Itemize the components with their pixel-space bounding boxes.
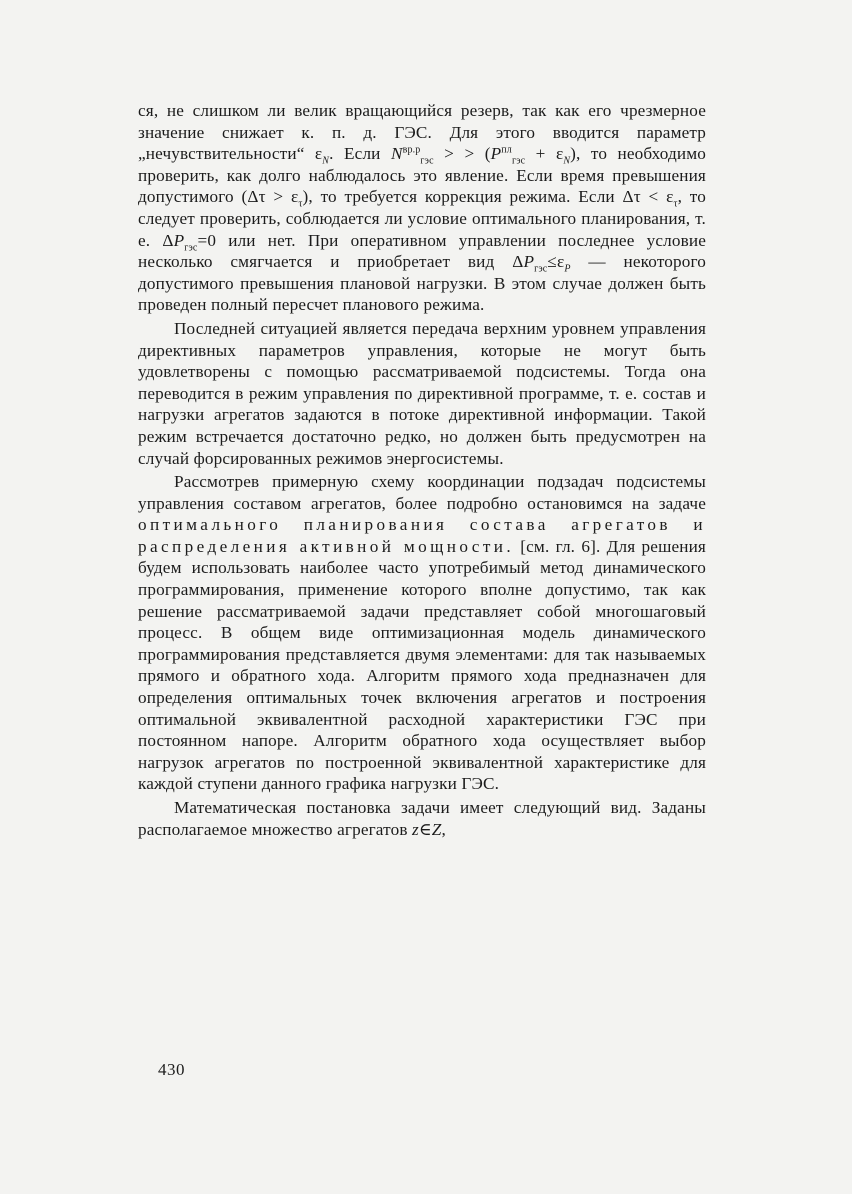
page-number: 430 bbox=[158, 1060, 185, 1079]
paragraph bbox=[138, 100, 706, 316]
paragraph-text: ся, не слишком ли велик вращающийся резерв, так как его чрезмерное значение снижает к. п. д. ГЭС. Для этого вводится параметр „нечувствительности“ $\varepsilon_N$. Если $N^{вр.р}_{гэс}$ > > $(P^{пл}_{гэс} + \varepsilon_N)$, то необходимо проверить, как долго наблюдалось это явление. Если время превышения допустимого $(\Delta\tau > \varepsilon_\tau)$, то требуется коррекция режима. Если $\Delta\tau < \varepsilon_\tau$, то следует проверить, соблюдается ли условие оптимального планирования, т. е. $\Delta P_{гэс}=0$ или нет. При оперативном управлении последнее условие несколько смягчается и приобретает вид $\Delta P_{гэс}\le\varepsilon_P$ — некоторого допустимого превышения плановой нагрузки. В этом случае должен быть проведен полный пересчет планового режима. bbox=[138, 101, 707, 315]
paragraph-text: Математическая постановка задачи имеет следующий вид. Заданы располагаемое множество агрегатов z∈Z, bbox=[138, 798, 706, 839]
paragraph bbox=[138, 471, 706, 795]
paragraph-text: Рассмотрев примерную схему координации подзадач подсистемы управления составом агрегатов, более подробно остановимся на задаче bbox=[138, 472, 706, 513]
paragraph: Последней ситуацией является передача верхним уровнем управления директивных параметров управления, которые не могут быть удовлетворены с помощью рассматриваемой подсистемы. Тогда она переводится в режим управления по директивной программе, т. е. состав и нагрузки агрегатов задаются в потоке директивной информации. Такой режим встречается достаточно редко, но должен быть предусмотрен на случай форсированных режимов энергосистемы. bbox=[138, 318, 706, 468]
paragraph-text: [см. гл. 6]. Для решения будем использовать наиболее часто употребимый метод динамического программирования, применение которого вполне допустимо, так как решение рассматриваемой задачи представляет собой многошаговый процесс. В общем виде оптимизационная модель динамического программирования представляется двумя элементами: для так называемых прямого и обратного хода. Алгоритм прямого хода предназначен для определения оптимальных точек включения агрегатов и построения оптимальной эквивалентной расходной характеристики ГЭС при постоянном напоре. Алгоритм обратного хода осуществляет выбор нагрузок агрегатов по построенной эквивалентной характеристике для каждой ступени данного графика нагрузки ГЭС. bbox=[138, 536, 706, 794]
body-text bbox=[138, 100, 706, 840]
paragraph bbox=[138, 797, 706, 840]
spaced-emphasis: оптимального планирования состава агрегатов и распределения активной мощности. bbox=[138, 515, 706, 556]
